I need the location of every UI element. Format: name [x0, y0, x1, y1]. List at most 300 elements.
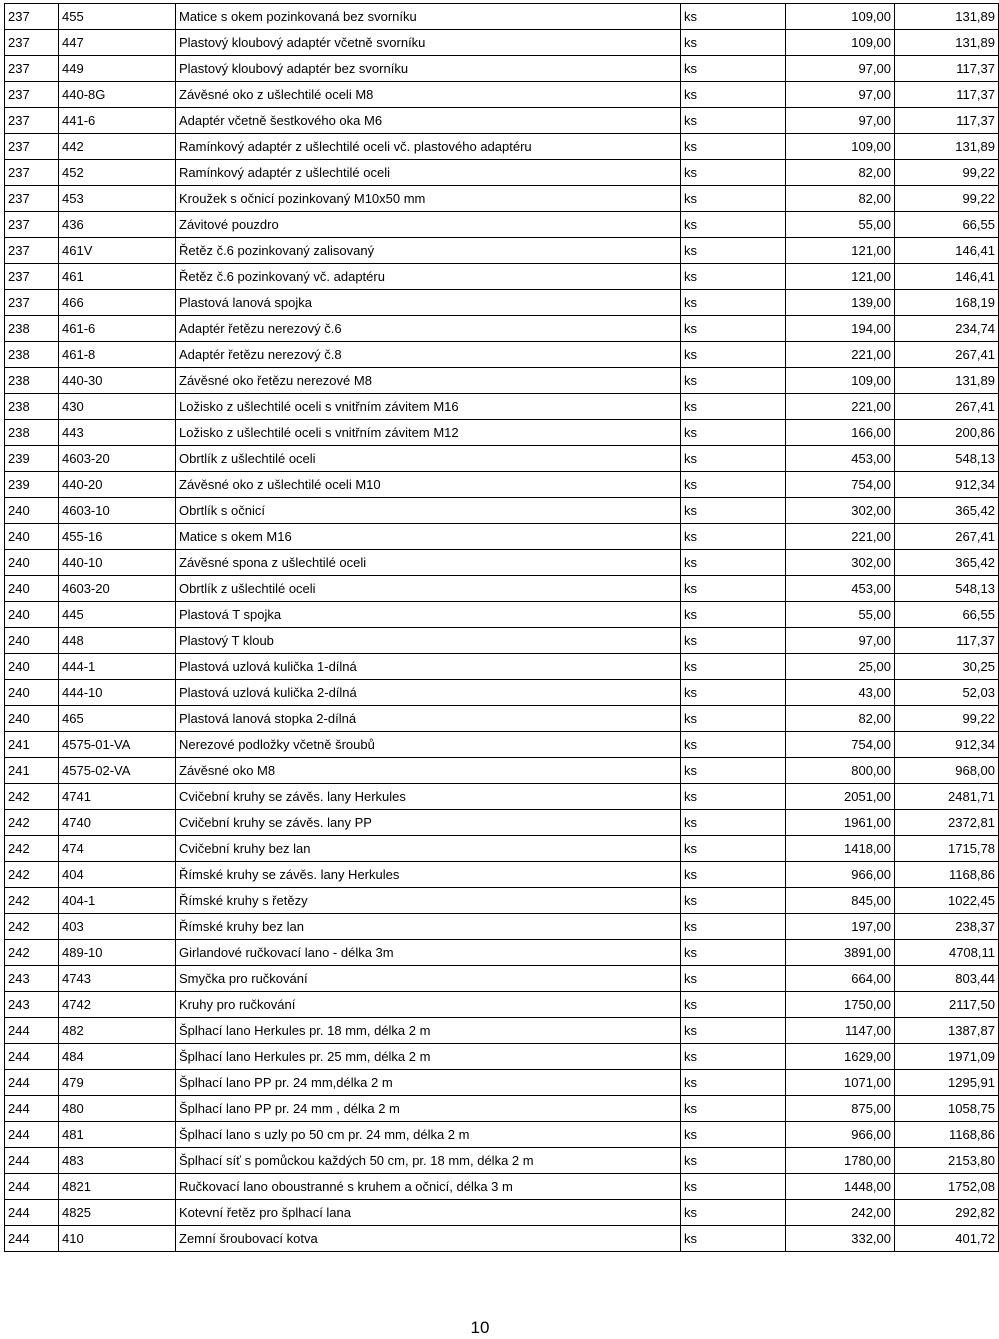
product-name-cell: Kotevní řetěz pro šplhací lana	[176, 1200, 681, 1226]
product-name-cell: Ložisko z ušlechtilé oceli s vnitřním závitem M16	[176, 394, 681, 420]
unit-cell: ks	[681, 758, 786, 784]
product-name-cell: Plastová T spojka	[176, 602, 681, 628]
product-name-cell: Římské kruhy se závěs. lany Herkules	[176, 862, 681, 888]
catalog-page-cell: 244	[5, 1226, 59, 1252]
price-without-vat-cell: 109,00	[786, 30, 895, 56]
product-name-cell: Obrtlík z ušlechtilé oceli	[176, 576, 681, 602]
product-name-cell: Cvičební kruhy se závěs. lany PP	[176, 810, 681, 836]
product-code-cell: 448	[59, 628, 176, 654]
product-name-cell: Šplhací síť s pomůckou každých 50 cm, pr. 18 mm, délka 2 m	[176, 1148, 681, 1174]
page-number: 10	[470, 1318, 490, 1337]
price-with-vat-cell: 146,41	[895, 238, 999, 264]
price-without-vat-cell: 109,00	[786, 134, 895, 160]
product-name-cell: Ramínkový adaptér z ušlechtilé oceli	[176, 160, 681, 186]
price-with-vat-cell: 968,00	[895, 758, 999, 784]
catalog-page-cell: 237	[5, 4, 59, 30]
price-without-vat-cell: 1961,00	[786, 810, 895, 836]
price-with-vat-cell: 912,34	[895, 732, 999, 758]
catalog-page-cell: 244	[5, 1122, 59, 1148]
product-name-cell: Římské kruhy s řetězy	[176, 888, 681, 914]
price-with-vat-cell: 267,41	[895, 342, 999, 368]
product-code-cell: 482	[59, 1018, 176, 1044]
price-with-vat-cell: 168,19	[895, 290, 999, 316]
price-without-vat-cell: 1071,00	[786, 1070, 895, 1096]
product-code-cell: 461V	[59, 238, 176, 264]
price-with-vat-cell: 267,41	[895, 524, 999, 550]
price-with-vat-cell: 912,34	[895, 472, 999, 498]
product-code-cell: 4603-20	[59, 576, 176, 602]
price-with-vat-cell: 238,37	[895, 914, 999, 940]
price-without-vat-cell: 82,00	[786, 706, 895, 732]
unit-cell: ks	[681, 30, 786, 56]
price-without-vat-cell: 82,00	[786, 186, 895, 212]
price-with-vat-cell: 1295,91	[895, 1070, 999, 1096]
price-without-vat-cell: 139,00	[786, 290, 895, 316]
price-without-vat-cell: 302,00	[786, 498, 895, 524]
product-code-cell: 449	[59, 56, 176, 82]
price-with-vat-cell: 1058,75	[895, 1096, 999, 1122]
catalog-page-cell: 237	[5, 30, 59, 56]
price-without-vat-cell: 221,00	[786, 394, 895, 420]
catalog-page-cell: 238	[5, 420, 59, 446]
product-code-cell: 4603-10	[59, 498, 176, 524]
unit-cell: ks	[681, 888, 786, 914]
price-with-vat-cell: 365,42	[895, 498, 999, 524]
price-without-vat-cell: 453,00	[786, 576, 895, 602]
product-code-cell: 455-16	[59, 524, 176, 550]
product-name-cell: Ložisko z ušlechtilé oceli s vnitřním závitem M12	[176, 420, 681, 446]
product-name-cell: Girlandové ručkovací lano - délka 3m	[176, 940, 681, 966]
catalog-page-cell: 242	[5, 836, 59, 862]
product-code-cell: 479	[59, 1070, 176, 1096]
price-without-vat-cell: 332,00	[786, 1226, 895, 1252]
catalog-page-cell: 240	[5, 706, 59, 732]
price-with-vat-cell: 803,44	[895, 966, 999, 992]
table-row	[5, 1096, 999, 1122]
price-with-vat-cell: 548,13	[895, 446, 999, 472]
table-row	[5, 1226, 999, 1252]
table-row	[5, 550, 999, 576]
price-without-vat-cell: 121,00	[786, 264, 895, 290]
unit-cell: ks	[681, 342, 786, 368]
product-code-cell: 4821	[59, 1174, 176, 1200]
table-row	[5, 1018, 999, 1044]
price-without-vat-cell: 875,00	[786, 1096, 895, 1122]
unit-cell: ks	[681, 550, 786, 576]
table-row	[5, 1044, 999, 1070]
product-code-cell: 436	[59, 212, 176, 238]
unit-cell: ks	[681, 836, 786, 862]
product-name-cell: Adaptér řetězu nerezový č.6	[176, 316, 681, 342]
price-with-vat-cell: 117,37	[895, 108, 999, 134]
price-with-vat-cell: 401,72	[895, 1226, 999, 1252]
product-code-cell: 430	[59, 394, 176, 420]
price-with-vat-cell: 1168,86	[895, 1122, 999, 1148]
unit-cell: ks	[681, 966, 786, 992]
unit-cell: ks	[681, 264, 786, 290]
price-with-vat-cell: 99,22	[895, 186, 999, 212]
table-row	[5, 264, 999, 290]
catalog-page-cell: 237	[5, 160, 59, 186]
table-row	[5, 420, 999, 446]
unit-cell: ks	[681, 1226, 786, 1252]
catalog-page-cell: 240	[5, 654, 59, 680]
table-row	[5, 654, 999, 680]
price-with-vat-cell: 66,55	[895, 602, 999, 628]
product-code-cell: 404	[59, 862, 176, 888]
product-name-cell: Šplhací lano Herkules pr. 18 mm, délka 2 m	[176, 1018, 681, 1044]
product-code-cell: 461	[59, 264, 176, 290]
product-code-cell: 483	[59, 1148, 176, 1174]
unit-cell: ks	[681, 992, 786, 1018]
unit-cell: ks	[681, 784, 786, 810]
table-row	[5, 1174, 999, 1200]
unit-cell: ks	[681, 654, 786, 680]
product-code-cell: 410	[59, 1226, 176, 1252]
table-row	[5, 316, 999, 342]
product-code-cell: 455	[59, 4, 176, 30]
price-without-vat-cell: 221,00	[786, 524, 895, 550]
table-row	[5, 1122, 999, 1148]
unit-cell: ks	[681, 810, 786, 836]
product-code-cell: 442	[59, 134, 176, 160]
product-code-cell: 440-8G	[59, 82, 176, 108]
catalog-page-cell: 238	[5, 316, 59, 342]
product-name-cell: Nerezové podložky včetně šroubů	[176, 732, 681, 758]
table-row	[5, 394, 999, 420]
price-with-vat-cell: 234,74	[895, 316, 999, 342]
product-code-cell: 4825	[59, 1200, 176, 1226]
price-without-vat-cell: 109,00	[786, 368, 895, 394]
product-code-cell: 465	[59, 706, 176, 732]
table-row	[5, 628, 999, 654]
table-row	[5, 1200, 999, 1226]
table-row	[5, 524, 999, 550]
price-with-vat-cell: 1971,09	[895, 1044, 999, 1070]
unit-cell: ks	[681, 368, 786, 394]
price-without-vat-cell: 97,00	[786, 56, 895, 82]
price-with-vat-cell: 2153,80	[895, 1148, 999, 1174]
price-without-vat-cell: 664,00	[786, 966, 895, 992]
catalog-page-cell: 238	[5, 394, 59, 420]
table-row	[5, 368, 999, 394]
price-without-vat-cell: 966,00	[786, 1122, 895, 1148]
product-code-cell: 443	[59, 420, 176, 446]
catalog-page-cell: 244	[5, 1174, 59, 1200]
table-row	[5, 342, 999, 368]
price-with-vat-cell: 131,89	[895, 368, 999, 394]
table-row	[5, 30, 999, 56]
product-code-cell: 4575-01-VA	[59, 732, 176, 758]
table-row	[5, 914, 999, 940]
product-name-cell: Obrtlík z ušlechtilé oceli	[176, 446, 681, 472]
product-name-cell: Závěsné spona z ušlechtilé oceli	[176, 550, 681, 576]
product-code-cell: 441-6	[59, 108, 176, 134]
product-name-cell: Plastová lanová stopka 2-dílná	[176, 706, 681, 732]
product-name-cell: Šplhací lano Herkules pr. 25 mm, délka 2 m	[176, 1044, 681, 1070]
product-name-cell: Šplhací lano PP pr. 24 mm,délka 2 m	[176, 1070, 681, 1096]
product-code-cell: 484	[59, 1044, 176, 1070]
product-code-cell: 440-20	[59, 472, 176, 498]
table-row	[5, 1070, 999, 1096]
unit-cell: ks	[681, 4, 786, 30]
price-with-vat-cell: 131,89	[895, 30, 999, 56]
product-code-cell: 404-1	[59, 888, 176, 914]
product-code-cell: 474	[59, 836, 176, 862]
product-code-cell: 489-10	[59, 940, 176, 966]
unit-cell: ks	[681, 160, 786, 186]
price-with-vat-cell: 292,82	[895, 1200, 999, 1226]
catalog-page-cell: 240	[5, 498, 59, 524]
table-row	[5, 498, 999, 524]
catalog-page-cell: 237	[5, 82, 59, 108]
price-with-vat-cell: 200,86	[895, 420, 999, 446]
catalog-page-cell: 239	[5, 472, 59, 498]
catalog-page-cell: 243	[5, 992, 59, 1018]
price-without-vat-cell: 754,00	[786, 732, 895, 758]
unit-cell: ks	[681, 602, 786, 628]
unit-cell: ks	[681, 1096, 786, 1122]
unit-cell: ks	[681, 680, 786, 706]
unit-cell: ks	[681, 1070, 786, 1096]
price-without-vat-cell: 302,00	[786, 550, 895, 576]
price-without-vat-cell: 97,00	[786, 628, 895, 654]
table-row	[5, 810, 999, 836]
catalog-page-cell: 240	[5, 524, 59, 550]
table-row	[5, 732, 999, 758]
product-name-cell: Plastový T kloub	[176, 628, 681, 654]
catalog-page-cell: 244	[5, 1018, 59, 1044]
price-without-vat-cell: 1418,00	[786, 836, 895, 862]
product-code-cell: 444-10	[59, 680, 176, 706]
price-without-vat-cell: 754,00	[786, 472, 895, 498]
product-name-cell: Řetěz č.6 pozinkovaný vč. adaptéru	[176, 264, 681, 290]
price-without-vat-cell: 166,00	[786, 420, 895, 446]
catalog-page-cell: 243	[5, 966, 59, 992]
catalog-page-cell: 244	[5, 1070, 59, 1096]
catalog-page-cell: 244	[5, 1044, 59, 1070]
table-row	[5, 836, 999, 862]
unit-cell: ks	[681, 1018, 786, 1044]
catalog-page-cell: 244	[5, 1148, 59, 1174]
price-without-vat-cell: 800,00	[786, 758, 895, 784]
price-with-vat-cell: 1387,87	[895, 1018, 999, 1044]
table-row	[5, 160, 999, 186]
price-with-vat-cell: 1168,86	[895, 862, 999, 888]
product-name-cell: Plastová lanová spojka	[176, 290, 681, 316]
price-with-vat-cell: 117,37	[895, 82, 999, 108]
price-without-vat-cell: 25,00	[786, 654, 895, 680]
price-without-vat-cell: 197,00	[786, 914, 895, 940]
catalog-page-cell: 237	[5, 212, 59, 238]
unit-cell: ks	[681, 238, 786, 264]
product-name-cell: Šplhací lano s uzly po 50 cm pr. 24 mm, délka 2 m	[176, 1122, 681, 1148]
price-table	[4, 3, 999, 1252]
catalog-page-cell: 242	[5, 914, 59, 940]
table-row	[5, 212, 999, 238]
price-table-body	[5, 4, 999, 1252]
price-with-vat-cell: 30,25	[895, 654, 999, 680]
product-code-cell: 440-10	[59, 550, 176, 576]
table-row	[5, 290, 999, 316]
product-name-cell: Adaptér řetězu nerezový č.8	[176, 342, 681, 368]
price-with-vat-cell: 117,37	[895, 56, 999, 82]
product-code-cell: 461-8	[59, 342, 176, 368]
price-without-vat-cell: 121,00	[786, 238, 895, 264]
product-name-cell: Závěsné oko M8	[176, 758, 681, 784]
table-row	[5, 602, 999, 628]
price-without-vat-cell: 845,00	[786, 888, 895, 914]
unit-cell: ks	[681, 524, 786, 550]
price-without-vat-cell: 242,00	[786, 1200, 895, 1226]
product-code-cell: 4743	[59, 966, 176, 992]
table-row	[5, 940, 999, 966]
catalog-page-cell: 242	[5, 810, 59, 836]
table-row	[5, 680, 999, 706]
price-with-vat-cell: 365,42	[895, 550, 999, 576]
price-with-vat-cell: 267,41	[895, 394, 999, 420]
product-code-cell: 447	[59, 30, 176, 56]
unit-cell: ks	[681, 134, 786, 160]
catalog-page-cell: 240	[5, 550, 59, 576]
product-code-cell: 452	[59, 160, 176, 186]
product-name-cell: Cvičební kruhy se závěs. lany Herkules	[176, 784, 681, 810]
catalog-page-cell: 240	[5, 602, 59, 628]
catalog-page-cell: 242	[5, 940, 59, 966]
unit-cell: ks	[681, 1044, 786, 1070]
price-without-vat-cell: 82,00	[786, 160, 895, 186]
catalog-page-cell: 240	[5, 576, 59, 602]
price-with-vat-cell: 2481,71	[895, 784, 999, 810]
unit-cell: ks	[681, 212, 786, 238]
catalog-page-cell: 242	[5, 784, 59, 810]
unit-cell: ks	[681, 316, 786, 342]
unit-cell: ks	[681, 472, 786, 498]
product-code-cell: 444-1	[59, 654, 176, 680]
catalog-page-cell: 237	[5, 56, 59, 82]
price-with-vat-cell: 52,03	[895, 680, 999, 706]
catalog-page-cell: 244	[5, 1200, 59, 1226]
product-code-cell: 4603-20	[59, 446, 176, 472]
price-without-vat-cell: 97,00	[786, 108, 895, 134]
unit-cell: ks	[681, 56, 786, 82]
unit-cell: ks	[681, 82, 786, 108]
product-name-cell: Matice s okem M16	[176, 524, 681, 550]
price-with-vat-cell: 1752,08	[895, 1174, 999, 1200]
product-code-cell: 480	[59, 1096, 176, 1122]
unit-cell: ks	[681, 186, 786, 212]
product-code-cell: 481	[59, 1122, 176, 1148]
product-name-cell: Šplhací lano PP pr. 24 mm , délka 2 m	[176, 1096, 681, 1122]
table-row	[5, 82, 999, 108]
price-with-vat-cell: 99,22	[895, 160, 999, 186]
product-code-cell: 4742	[59, 992, 176, 1018]
product-name-cell: Závitové pouzdro	[176, 212, 681, 238]
unit-cell: ks	[681, 1174, 786, 1200]
catalog-page-cell: 237	[5, 290, 59, 316]
unit-cell: ks	[681, 1148, 786, 1174]
unit-cell: ks	[681, 1122, 786, 1148]
product-name-cell: Římské kruhy bez lan	[176, 914, 681, 940]
price-without-vat-cell: 3891,00	[786, 940, 895, 966]
table-row	[5, 784, 999, 810]
price-without-vat-cell: 194,00	[786, 316, 895, 342]
unit-cell: ks	[681, 1200, 786, 1226]
price-with-vat-cell: 99,22	[895, 706, 999, 732]
table-row	[5, 4, 999, 30]
price-with-vat-cell: 131,89	[895, 134, 999, 160]
product-name-cell: Řetěz č.6 pozinkovaný zalisovaný	[176, 238, 681, 264]
price-without-vat-cell: 97,00	[786, 82, 895, 108]
product-name-cell: Plastový kloubový adaptér bez svorníku	[176, 56, 681, 82]
unit-cell: ks	[681, 498, 786, 524]
price-with-vat-cell: 4708,11	[895, 940, 999, 966]
price-without-vat-cell: 109,00	[786, 4, 895, 30]
unit-cell: ks	[681, 394, 786, 420]
price-without-vat-cell: 966,00	[786, 862, 895, 888]
table-row	[5, 472, 999, 498]
table-row	[5, 238, 999, 264]
unit-cell: ks	[681, 446, 786, 472]
catalog-page-cell: 237	[5, 108, 59, 134]
price-with-vat-cell: 2117,50	[895, 992, 999, 1018]
unit-cell: ks	[681, 862, 786, 888]
unit-cell: ks	[681, 290, 786, 316]
table-row	[5, 1148, 999, 1174]
product-name-cell: Ramínkový adaptér z ušlechtilé oceli vč. plastového adaptéru	[176, 134, 681, 160]
table-row	[5, 446, 999, 472]
product-name-cell: Ručkovací lano oboustranné s kruhem a očnicí, délka 3 m	[176, 1174, 681, 1200]
price-with-vat-cell: 1022,45	[895, 888, 999, 914]
product-name-cell: Plastová uzlová kulička 1-dílná	[176, 654, 681, 680]
product-code-cell: 445	[59, 602, 176, 628]
product-name-cell: Plastová uzlová kulička 2-dílná	[176, 680, 681, 706]
table-row	[5, 862, 999, 888]
table-row	[5, 134, 999, 160]
price-with-vat-cell: 117,37	[895, 628, 999, 654]
catalog-page-cell: 237	[5, 134, 59, 160]
unit-cell: ks	[681, 914, 786, 940]
product-code-cell: 403	[59, 914, 176, 940]
catalog-page-cell: 242	[5, 888, 59, 914]
unit-cell: ks	[681, 108, 786, 134]
catalog-page-cell: 241	[5, 758, 59, 784]
table-row	[5, 576, 999, 602]
price-without-vat-cell: 1629,00	[786, 1044, 895, 1070]
catalog-page-cell: 242	[5, 862, 59, 888]
catalog-page-cell: 237	[5, 186, 59, 212]
catalog-page-cell: 238	[5, 368, 59, 394]
table-row	[5, 706, 999, 732]
table-row	[5, 56, 999, 82]
unit-cell: ks	[681, 940, 786, 966]
price-with-vat-cell: 146,41	[895, 264, 999, 290]
product-name-cell: Závěsné oko z ušlechtilé oceli M8	[176, 82, 681, 108]
price-without-vat-cell: 1780,00	[786, 1148, 895, 1174]
catalog-page-cell: 240	[5, 628, 59, 654]
catalog-page-cell: 239	[5, 446, 59, 472]
table-row	[5, 966, 999, 992]
unit-cell: ks	[681, 628, 786, 654]
price-with-vat-cell: 1715,78	[895, 836, 999, 862]
product-name-cell: Závěsné oko z ušlechtilé oceli M10	[176, 472, 681, 498]
product-name-cell: Cvičební kruhy bez lan	[176, 836, 681, 862]
price-without-vat-cell: 221,00	[786, 342, 895, 368]
unit-cell: ks	[681, 420, 786, 446]
catalog-page-cell: 244	[5, 1096, 59, 1122]
product-name-cell: Adaptér včetně šestkového oka M6	[176, 108, 681, 134]
price-with-vat-cell: 131,89	[895, 4, 999, 30]
